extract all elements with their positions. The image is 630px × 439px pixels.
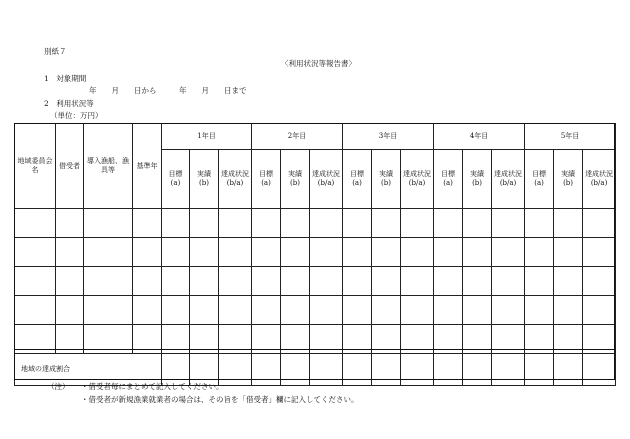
header-year4-rate-mark: (b/a) [499,179,517,187]
table-cell[interactable] [310,209,343,238]
table-cell[interactable] [281,267,310,296]
header-year2-rate [310,150,343,209]
header-year-2: 2年目 [252,124,343,150]
table-cell[interactable] [310,267,343,296]
table-cell[interactable] [554,325,583,354]
header-year4-result [463,150,492,209]
table-cell[interactable] [252,267,281,296]
header-year3-result-mark: (b) [381,179,391,187]
header-year1-rate-label: 達成状況 [221,170,249,178]
table-cell[interactable] [434,296,463,325]
total-cell[interactable] [281,354,310,386]
form-label: 別紙７ [44,47,67,56]
table-cell[interactable] [162,209,190,238]
header-year4-target [434,150,463,209]
total-row-label: 地域の達成割合 [15,354,162,386]
header-year4-target-label: 目標 [441,170,456,178]
header-year2-target [252,150,281,209]
table-cell[interactable] [219,296,252,325]
header-year5-target-label: 目標 [532,170,547,178]
table-cell[interactable] [401,238,434,267]
total-cell[interactable] [190,354,219,386]
header-year1-result [190,150,219,209]
header-year5-result [554,150,583,209]
table-cell[interactable] [133,267,162,296]
header-year1-result-label: 実績 [197,170,211,178]
header-year-5: 5年目 [525,124,616,150]
header-year2-result [281,150,310,209]
table-cell[interactable] [133,238,162,267]
table-cell[interactable] [401,296,434,325]
table-cell[interactable] [56,296,84,325]
total-cell[interactable] [372,354,401,386]
table-cell[interactable] [310,325,343,354]
table-cell[interactable] [15,209,56,238]
table-cell[interactable] [133,209,162,238]
header-year5-rate-mark: (b/a) [590,179,608,187]
table-cell[interactable] [190,296,219,325]
table-cell[interactable] [190,209,219,238]
table-cell[interactable] [492,296,525,325]
table-cell[interactable] [463,325,492,354]
header-year4-result-mark: (b) [472,179,483,187]
total-cell[interactable] [554,354,583,386]
table-cell[interactable] [372,325,401,354]
total-row [15,354,616,386]
table-cell[interactable] [252,238,281,267]
header-borrower: 借受者 [56,124,84,209]
table-cell[interactable] [583,209,616,238]
table-cell[interactable] [84,238,133,267]
table-cell[interactable] [15,238,56,267]
header-year3-rate-label: 達成状況 [403,170,432,178]
table-cell[interactable] [583,238,616,267]
table-cell[interactable] [56,209,84,238]
header-year5-rate [583,150,616,209]
table-cell[interactable] [492,209,525,238]
table-cell[interactable] [190,267,219,296]
note-line-1: ・借受者毎にまとめて記入してください。 [81,382,224,391]
header-year3-result [372,150,401,209]
header-base-year: 基準年 [133,124,162,209]
table-cell[interactable] [372,209,401,238]
table-cell[interactable] [56,238,84,267]
table-cell[interactable] [15,296,56,325]
table-row [15,296,616,325]
header-year3-target [343,150,372,209]
table-cell[interactable] [492,267,525,296]
table-row [15,209,616,238]
table-cell[interactable] [15,267,56,296]
table-cell[interactable] [343,209,372,238]
table-cell[interactable] [219,209,252,238]
header-year1-target [162,150,190,209]
table-cell[interactable] [525,238,554,267]
header-year1-target-label: 目標 [168,170,183,178]
header-year1-rate [219,150,252,209]
table-cell[interactable] [401,267,434,296]
table-cell[interactable] [401,325,434,354]
table-cell[interactable] [310,296,343,325]
total-cell[interactable] [583,354,616,386]
table-cell[interactable] [84,325,133,354]
section2-label: 2 利用状況等 [44,99,94,108]
table-cell[interactable] [84,267,133,296]
total-cell[interactable] [492,354,525,386]
table-cell[interactable] [434,267,463,296]
table-cell[interactable] [525,267,554,296]
table-cell[interactable] [162,238,190,267]
header-year-1: 1年目 [162,124,252,150]
table-cell[interactable] [15,325,56,354]
header-year3-rate [401,150,434,209]
header-year5-rate-label: 達成状況 [585,170,614,178]
header-year2-rate-label: 達成状況 [312,170,341,178]
table-cell[interactable] [343,238,372,267]
header-year1-target-mark: (a) [170,179,181,187]
total-cell[interactable] [219,354,252,386]
total-cell[interactable] [162,354,190,386]
table-row [15,238,616,267]
note-line-2: ・借受者が新規漁業就業者の場合は、その旨を「借受者」欄に記入してください。 [81,395,359,404]
total-cell[interactable] [252,354,281,386]
header-year-3: 3年目 [343,124,434,150]
header-year3-rate-mark: (b/a) [408,179,426,187]
header-year2-target-label: 目標 [259,170,274,178]
table-cell[interactable] [252,209,281,238]
total-cell[interactable] [343,354,372,386]
table-body [15,124,616,386]
table-cell[interactable] [434,325,463,354]
header-year2-target-mark: (a) [261,179,271,187]
table-cell[interactable] [463,238,492,267]
total-cell[interactable] [310,354,343,386]
total-cell[interactable] [525,354,554,386]
header-vessel-equipment: 導入漁船、漁具等 [84,124,133,209]
table-cell[interactable] [525,325,554,354]
table-cell[interactable] [162,325,190,354]
table-cell[interactable] [463,267,492,296]
table-row [15,267,616,296]
table-cell[interactable] [372,238,401,267]
table-cell[interactable] [281,238,310,267]
table-cell[interactable] [252,296,281,325]
header-year3-target-mark: (a) [352,179,362,187]
table-cell[interactable] [525,296,554,325]
table-cell[interactable] [133,296,162,325]
table-cell[interactable] [190,238,219,267]
table-cell[interactable] [492,325,525,354]
table-cell[interactable] [492,238,525,267]
header-year1-result-mark: (b) [199,179,209,187]
table-cell[interactable] [401,209,434,238]
table-cell[interactable] [219,267,252,296]
header-year2-result-label: 実績 [288,170,303,178]
table-cell[interactable] [463,296,492,325]
table-cell[interactable] [252,325,281,354]
table-cell[interactable] [463,209,492,238]
header-year4-target-mark: (a) [443,179,453,187]
table-cell[interactable] [281,296,310,325]
table-cell[interactable] [133,325,162,354]
header-year1-rate-mark: (b/a) [226,179,244,187]
header-year4-rate-label: 達成状況 [494,170,523,178]
header-year4-result-label: 実績 [470,170,485,178]
header-year5-target [525,150,554,209]
table-cell[interactable] [190,325,219,354]
table-cell[interactable] [281,325,310,354]
table-cell[interactable] [372,296,401,325]
table-cell[interactable] [554,267,583,296]
total-cell[interactable] [434,354,463,386]
table-cell[interactable] [343,296,372,325]
unit-label: （単位：万円） [50,111,103,120]
table-cell[interactable] [343,267,372,296]
table-cell[interactable] [310,238,343,267]
total-cell[interactable] [463,354,492,386]
header-row-years [15,124,616,150]
header-year5-target-mark: (a) [534,179,544,187]
table-cell[interactable] [56,267,84,296]
table-cell[interactable] [162,296,190,325]
table-cell[interactable] [56,325,84,354]
table-cell[interactable] [554,238,583,267]
table-cell[interactable] [434,209,463,238]
table-cell[interactable] [219,238,252,267]
header-year2-rate-mark: (b/a) [317,179,335,187]
header-region-committee: 地域委員会名 [15,124,56,209]
table-cell[interactable] [219,325,252,354]
target-period: 年 月 日から 年 月 日まで [89,86,247,95]
table-cell[interactable] [84,209,133,238]
header-year2-result-mark: (b) [290,179,300,187]
header-year3-result-label: 実績 [379,170,394,178]
section1-label: 1 対象期間 [44,74,87,83]
table-cell[interactable] [281,209,310,238]
table-cell[interactable] [434,238,463,267]
header-year3-target-label: 目標 [350,170,365,178]
table-cell[interactable] [554,209,583,238]
usage-report-table [14,123,616,386]
table-cell[interactable] [554,296,583,325]
header-year4-rate [492,150,525,209]
table-cell[interactable] [525,209,554,238]
table-row [15,325,616,354]
table-cell[interactable] [583,267,616,296]
table-cell[interactable] [372,267,401,296]
table-cell[interactable] [343,325,372,354]
table-cell[interactable] [162,267,190,296]
table-cell[interactable] [84,296,133,325]
header-year5-result-mark: (b) [563,179,574,187]
notes-prefix: （注） [47,382,70,391]
header-year5-result-label: 実績 [561,170,576,178]
table-cell[interactable] [583,296,616,325]
table-cell[interactable] [583,325,616,354]
header-year-4: 4年目 [434,124,525,150]
total-cell[interactable] [401,354,434,386]
document-title: 〈利用状況等報告書〉 [281,59,356,68]
